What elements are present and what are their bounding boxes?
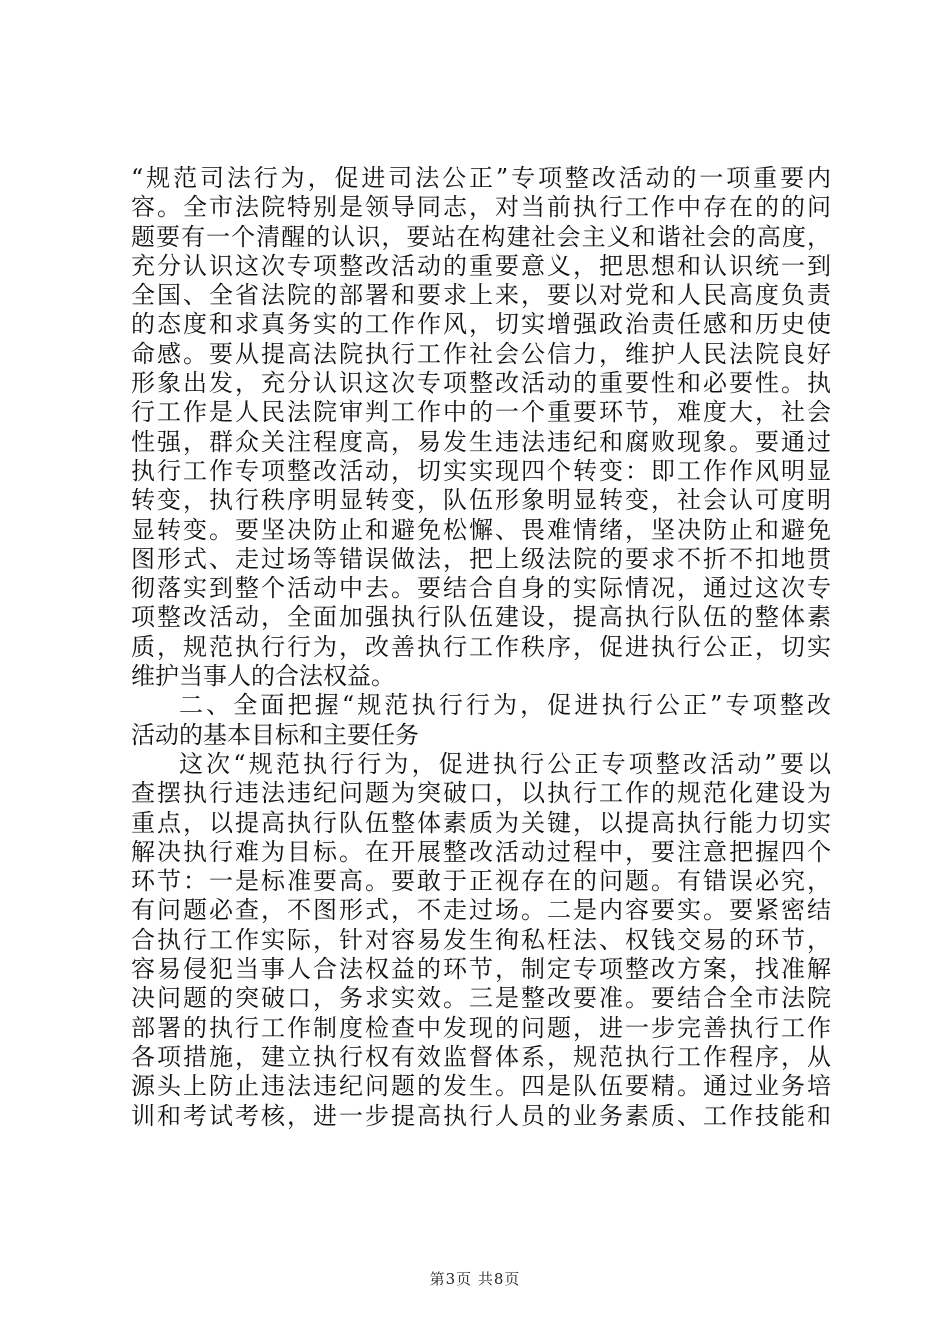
text-line: 形象出发，充分认识这次专项整改活动的重要性和必要性。执 [131,369,831,398]
text-line: 合执行工作实际，针对容易发生徇私枉法、权钱交易的环节， [131,925,831,954]
text-line: 题要有一个清醒的认识，要站在构建社会主义和谐社会的高度， [131,222,831,251]
text-line: 维护当事人的合法权益。 [131,662,395,691]
document-body [131,164,831,1131]
text-line: 项整改活动，全面加强执行队伍建设，提高执行队伍的整体素 [131,603,831,632]
text-line: 部署的执行工作制度检查中发现的问题，进一步完善执行工作 [131,1013,831,1042]
text-line: 转变，执行秩序明显转变，队伍形象明显转变，社会认可度明 [131,486,831,515]
text-line: 有问题必查，不图形式，不走过场。二是内容要实。要紧密结 [131,896,831,925]
text-line: 这次“规范执行行为，促进执行公正专项整改活动”要以 [179,749,831,778]
section-heading-line: 活动的基本目标和主要任务 [131,720,419,749]
text-line: 质，规范执行行为，改善执行工作秩序，促进执行公正，切实 [131,632,831,661]
section-heading-line: 二、全面把握“规范执行行为，促进执行公正”专项整改 [179,691,831,720]
text-line: 充分认识这次专项整改活动的重要意义，把思想和认识统一到 [131,251,831,280]
text-line: 查摆执行违法违纪问题为突破口，以执行工作的规范化建设为 [131,779,831,808]
text-line: 图形式、走过场等错误做法，把上级法院的要求不折不扣地贯 [131,544,831,573]
text-line: 决问题的突破口，务求实效。三是整改要准。要结合全市法院 [131,984,831,1013]
text-line: 的态度和求真务实的工作作风，切实增强政治责任感和历史使 [131,310,831,339]
text-line: 各项措施，建立执行权有效监督体系，规范执行工作程序，从 [131,1042,831,1071]
text-line: 行工作是人民法院审判工作中的一个重要环节，难度大，社会 [131,398,831,427]
text-line: 解决执行难为目标。在开展整改活动过程中，要注意把握四个 [131,837,831,866]
text-line: 容。全市法院特别是领导同志，对当前执行工作中存在的的问 [131,193,831,222]
text-line: 环节：一是标准要高。要敢于正视存在的问题。有错误必究， [131,867,831,896]
text-line: 显转变。要坚决防止和避免松懈、畏难情绪，坚决防止和避免 [131,515,831,544]
text-line: “规范司法行为，促进司法公正”专项整改活动的一项重要内 [131,164,831,192]
text-line: 全国、全省法院的部署和要求上来，要以对党和人民高度负责 [131,281,831,310]
text-line: 彻落实到整个活动中去。要结合自身的实际情况，通过这次专 [131,574,831,603]
text-line: 重点，以提高执行队伍整体素质为关键，以提高执行能力切实 [131,808,831,837]
text-line: 性强，群众关注程度高，易发生违法违纪和腐败现象。要通过 [131,427,831,456]
text-line: 执行工作专项整改活动，切实实现四个转变：即工作作风明显 [131,456,831,485]
page-footer: 第3页 共8页 [429,1270,521,1288]
text-line: 命感。要从提高法院执行工作社会公信力，维护人民法院良好 [131,339,831,368]
text-line: 训和考试考核，进一步提高执行人员的业务素质、工作技能和 [131,1101,831,1130]
text-line: 容易侵犯当事人合法权益的环节，制定专项整改方案，找准解 [131,955,831,984]
text-line: 源头上防止违法违纪问题的发生。四是队伍要精。通过业务培 [131,1072,831,1101]
